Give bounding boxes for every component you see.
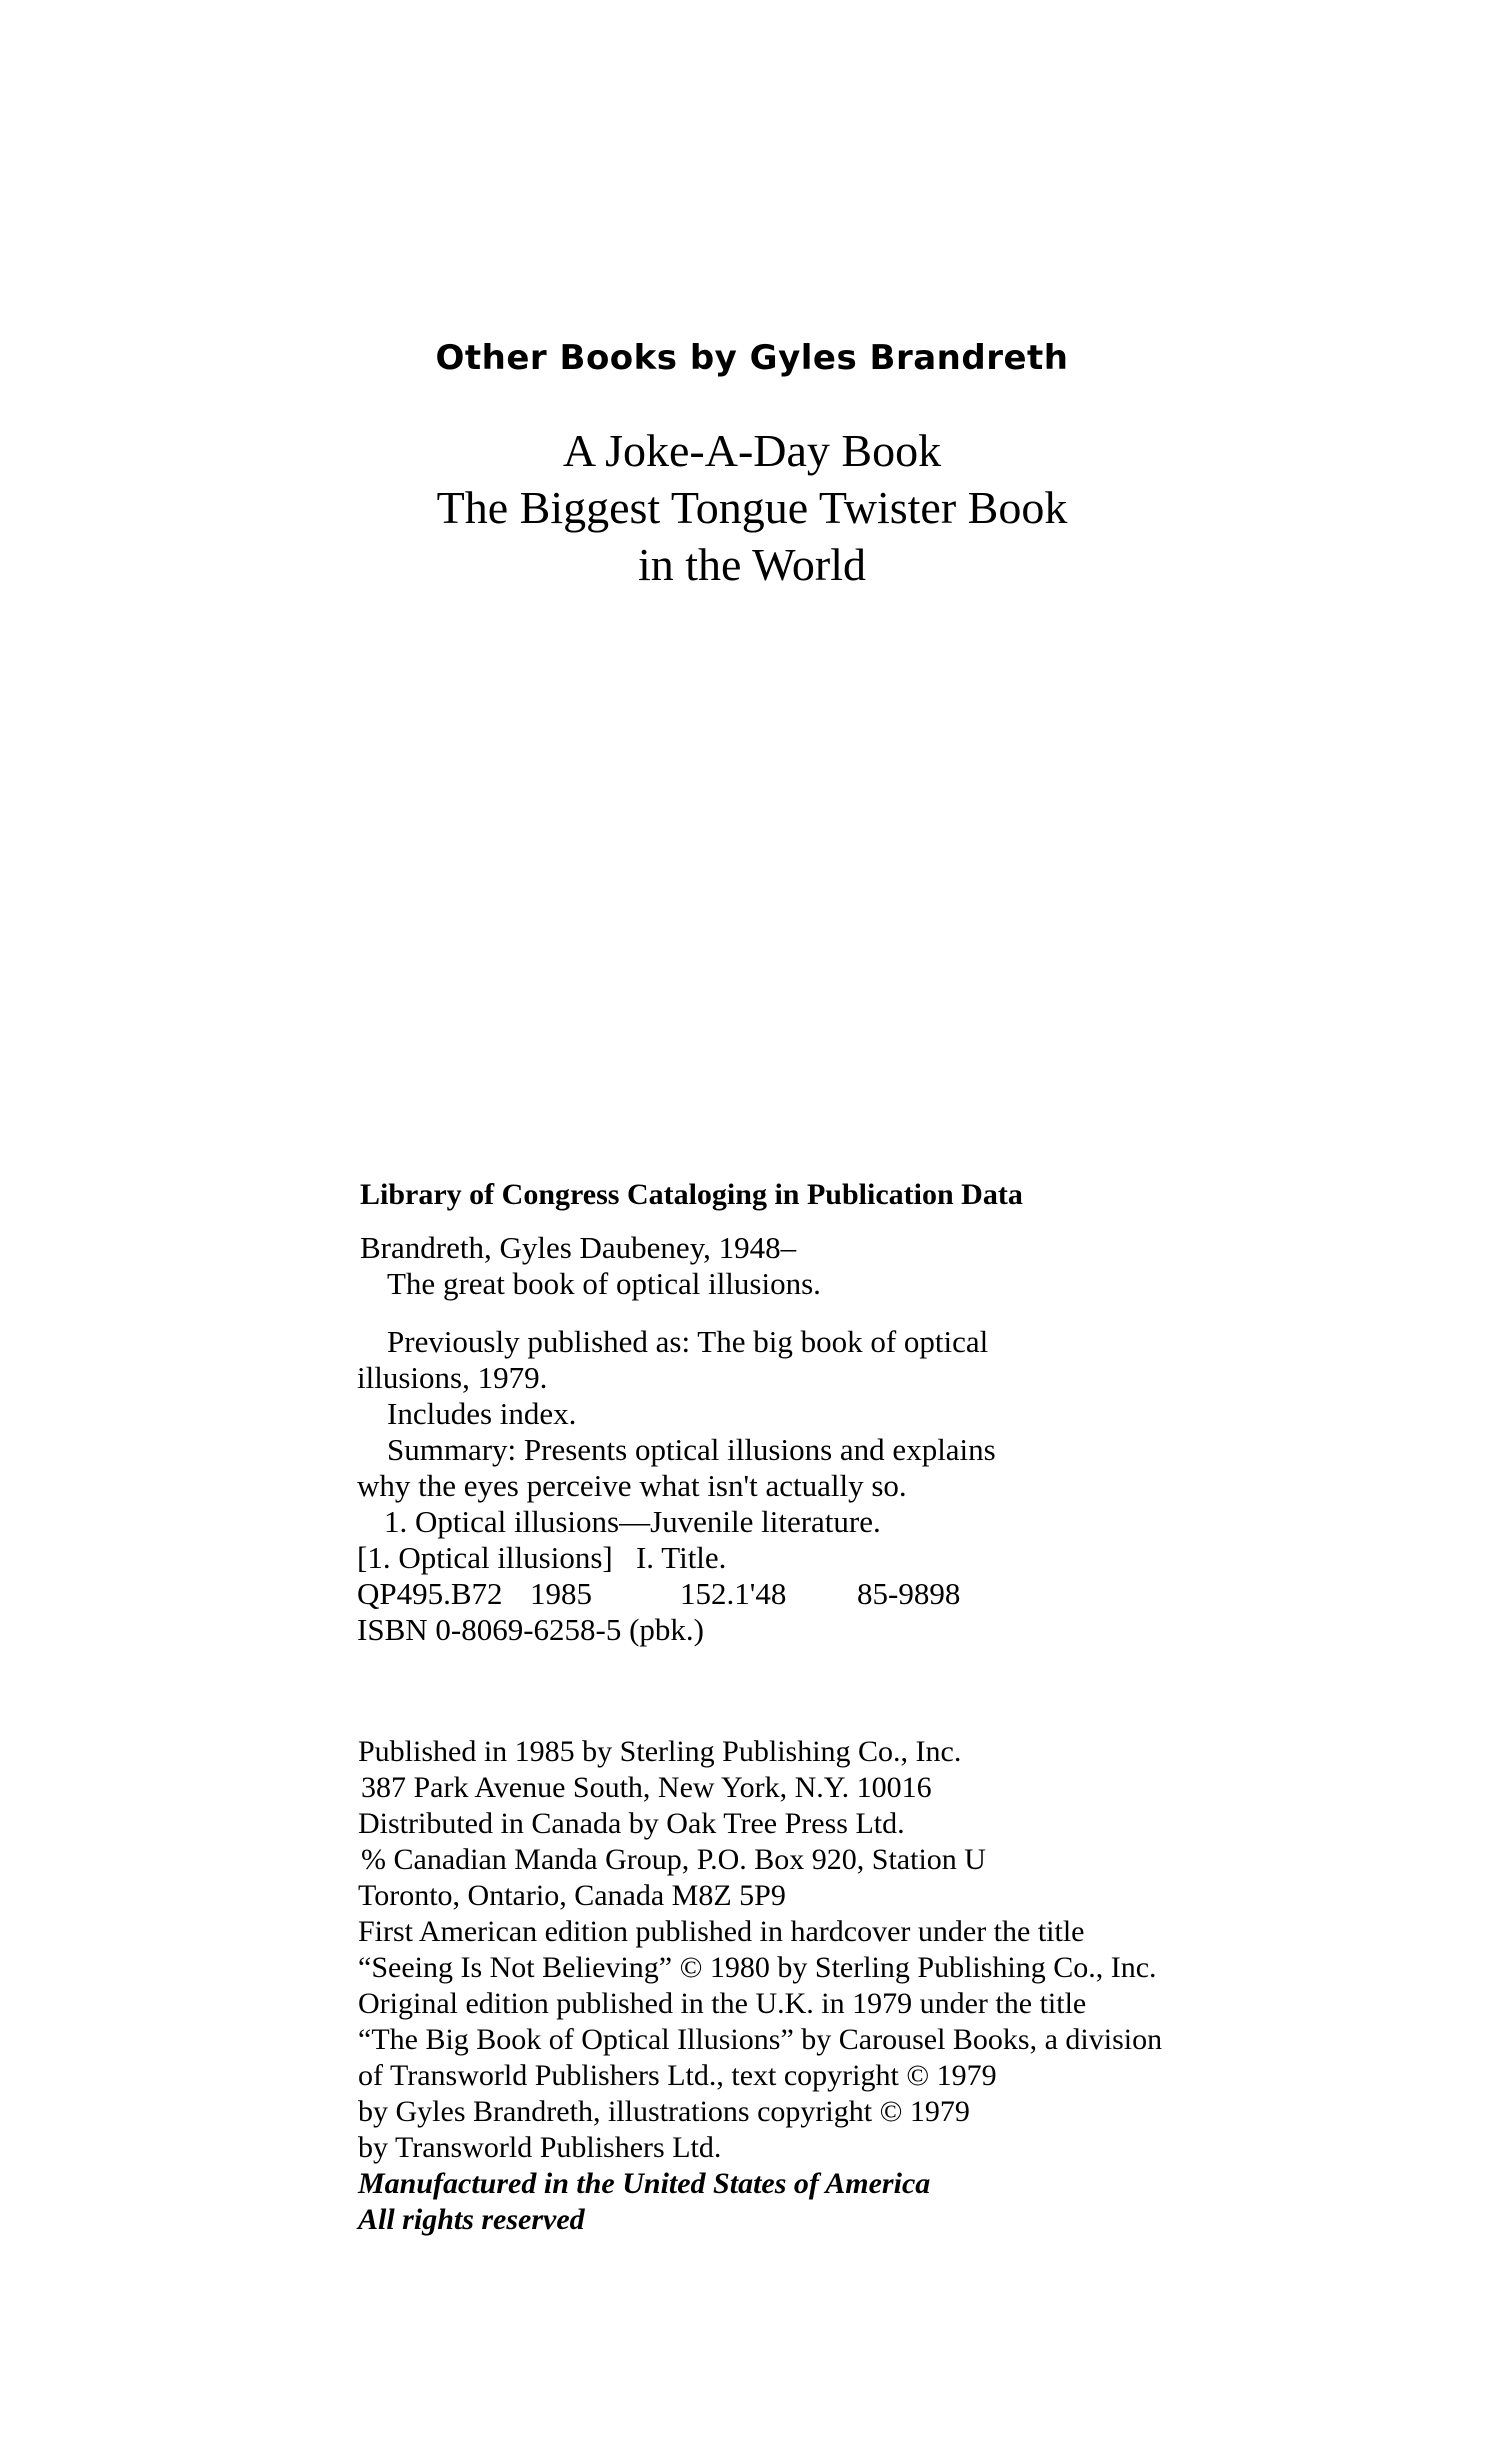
cip-previously-2: illusions, 1979.	[357, 1360, 548, 1395]
pub-line-10: of Transworld Publishers Ltd., text copyright © 1979	[358, 2059, 997, 2092]
book-title-1: A Joke-A-Day Book	[562, 425, 942, 476]
cip-lccn: 85-9898	[857, 1576, 961, 1611]
cip-title: The great book of optical illusions.	[387, 1266, 821, 1301]
pub-line-8: Original edition published in the U.K. in 1979 under the title	[358, 1987, 1087, 2020]
manufactured-line: Manufactured in the United States of America	[358, 2167, 931, 2200]
other-books-list	[0, 422, 1504, 593]
cip-tracing: [1. Optical illusions] I. Title.	[357, 1540, 727, 1575]
pub-line-5: Toronto, Ontario, Canada M8Z 5P9	[358, 1879, 786, 1912]
cip-summary-1: Summary: Presents optical illusions and explains	[387, 1432, 996, 1467]
pub-line-3: Distributed in Canada by Oak Tree Press Ltd.	[358, 1807, 905, 1840]
book-title-3: in the World	[638, 539, 866, 590]
cip-isbn: ISBN 0-8069-6258-5 (pbk.)	[357, 1612, 704, 1647]
pub-line-9: “The Big Book of Optical Illusions” by Carousel Books, a division	[358, 2023, 1163, 2056]
cip-previously-1: Previously published as: The big book of optical	[387, 1324, 989, 1359]
cip-includes-index: Includes index.	[387, 1396, 577, 1431]
cip-dewey: 152.1'48	[680, 1576, 787, 1611]
pub-line-2: 387 Park Avenue South, New York, N.Y. 10016	[361, 1771, 932, 1804]
pub-line-1: Published in 1985 by Sterling Publishing Co., Inc.	[358, 1735, 962, 1768]
rights-line: All rights reserved	[358, 2203, 585, 2236]
cip-summary-2: why the eyes perceive what isn't actually so.	[357, 1468, 907, 1503]
cip-year: 1985	[530, 1576, 592, 1611]
cip-call-number: QP495.B72	[357, 1576, 503, 1611]
cip-author: Brandreth, Gyles Daubeney, 1948–	[360, 1230, 797, 1265]
pub-line-7: “Seeing Is Not Believing” © 1980 by Sterling Publishing Co., Inc.	[358, 1951, 1157, 1984]
pub-line-6: First American edition published in hardcover under the title	[358, 1915, 1085, 1948]
book-title-2: The Biggest Tongue Twister Book	[436, 482, 1068, 533]
pub-line-11: by Gyles Brandreth, illustrations copyright © 1979	[358, 2095, 970, 2128]
pub-line-12: by Transworld Publishers Ltd.	[358, 2131, 722, 2164]
pub-line-4: % Canadian Manda Group, P.O. Box 920, Station U	[361, 1843, 986, 1876]
cip-heading: Library of Congress Cataloging in Publication Data	[360, 1178, 1023, 1211]
other-books-heading: Other Books by Gyles Brandreth	[435, 338, 1069, 378]
cip-subject: 1. Optical illusions—Juvenile literature.	[384, 1504, 881, 1539]
